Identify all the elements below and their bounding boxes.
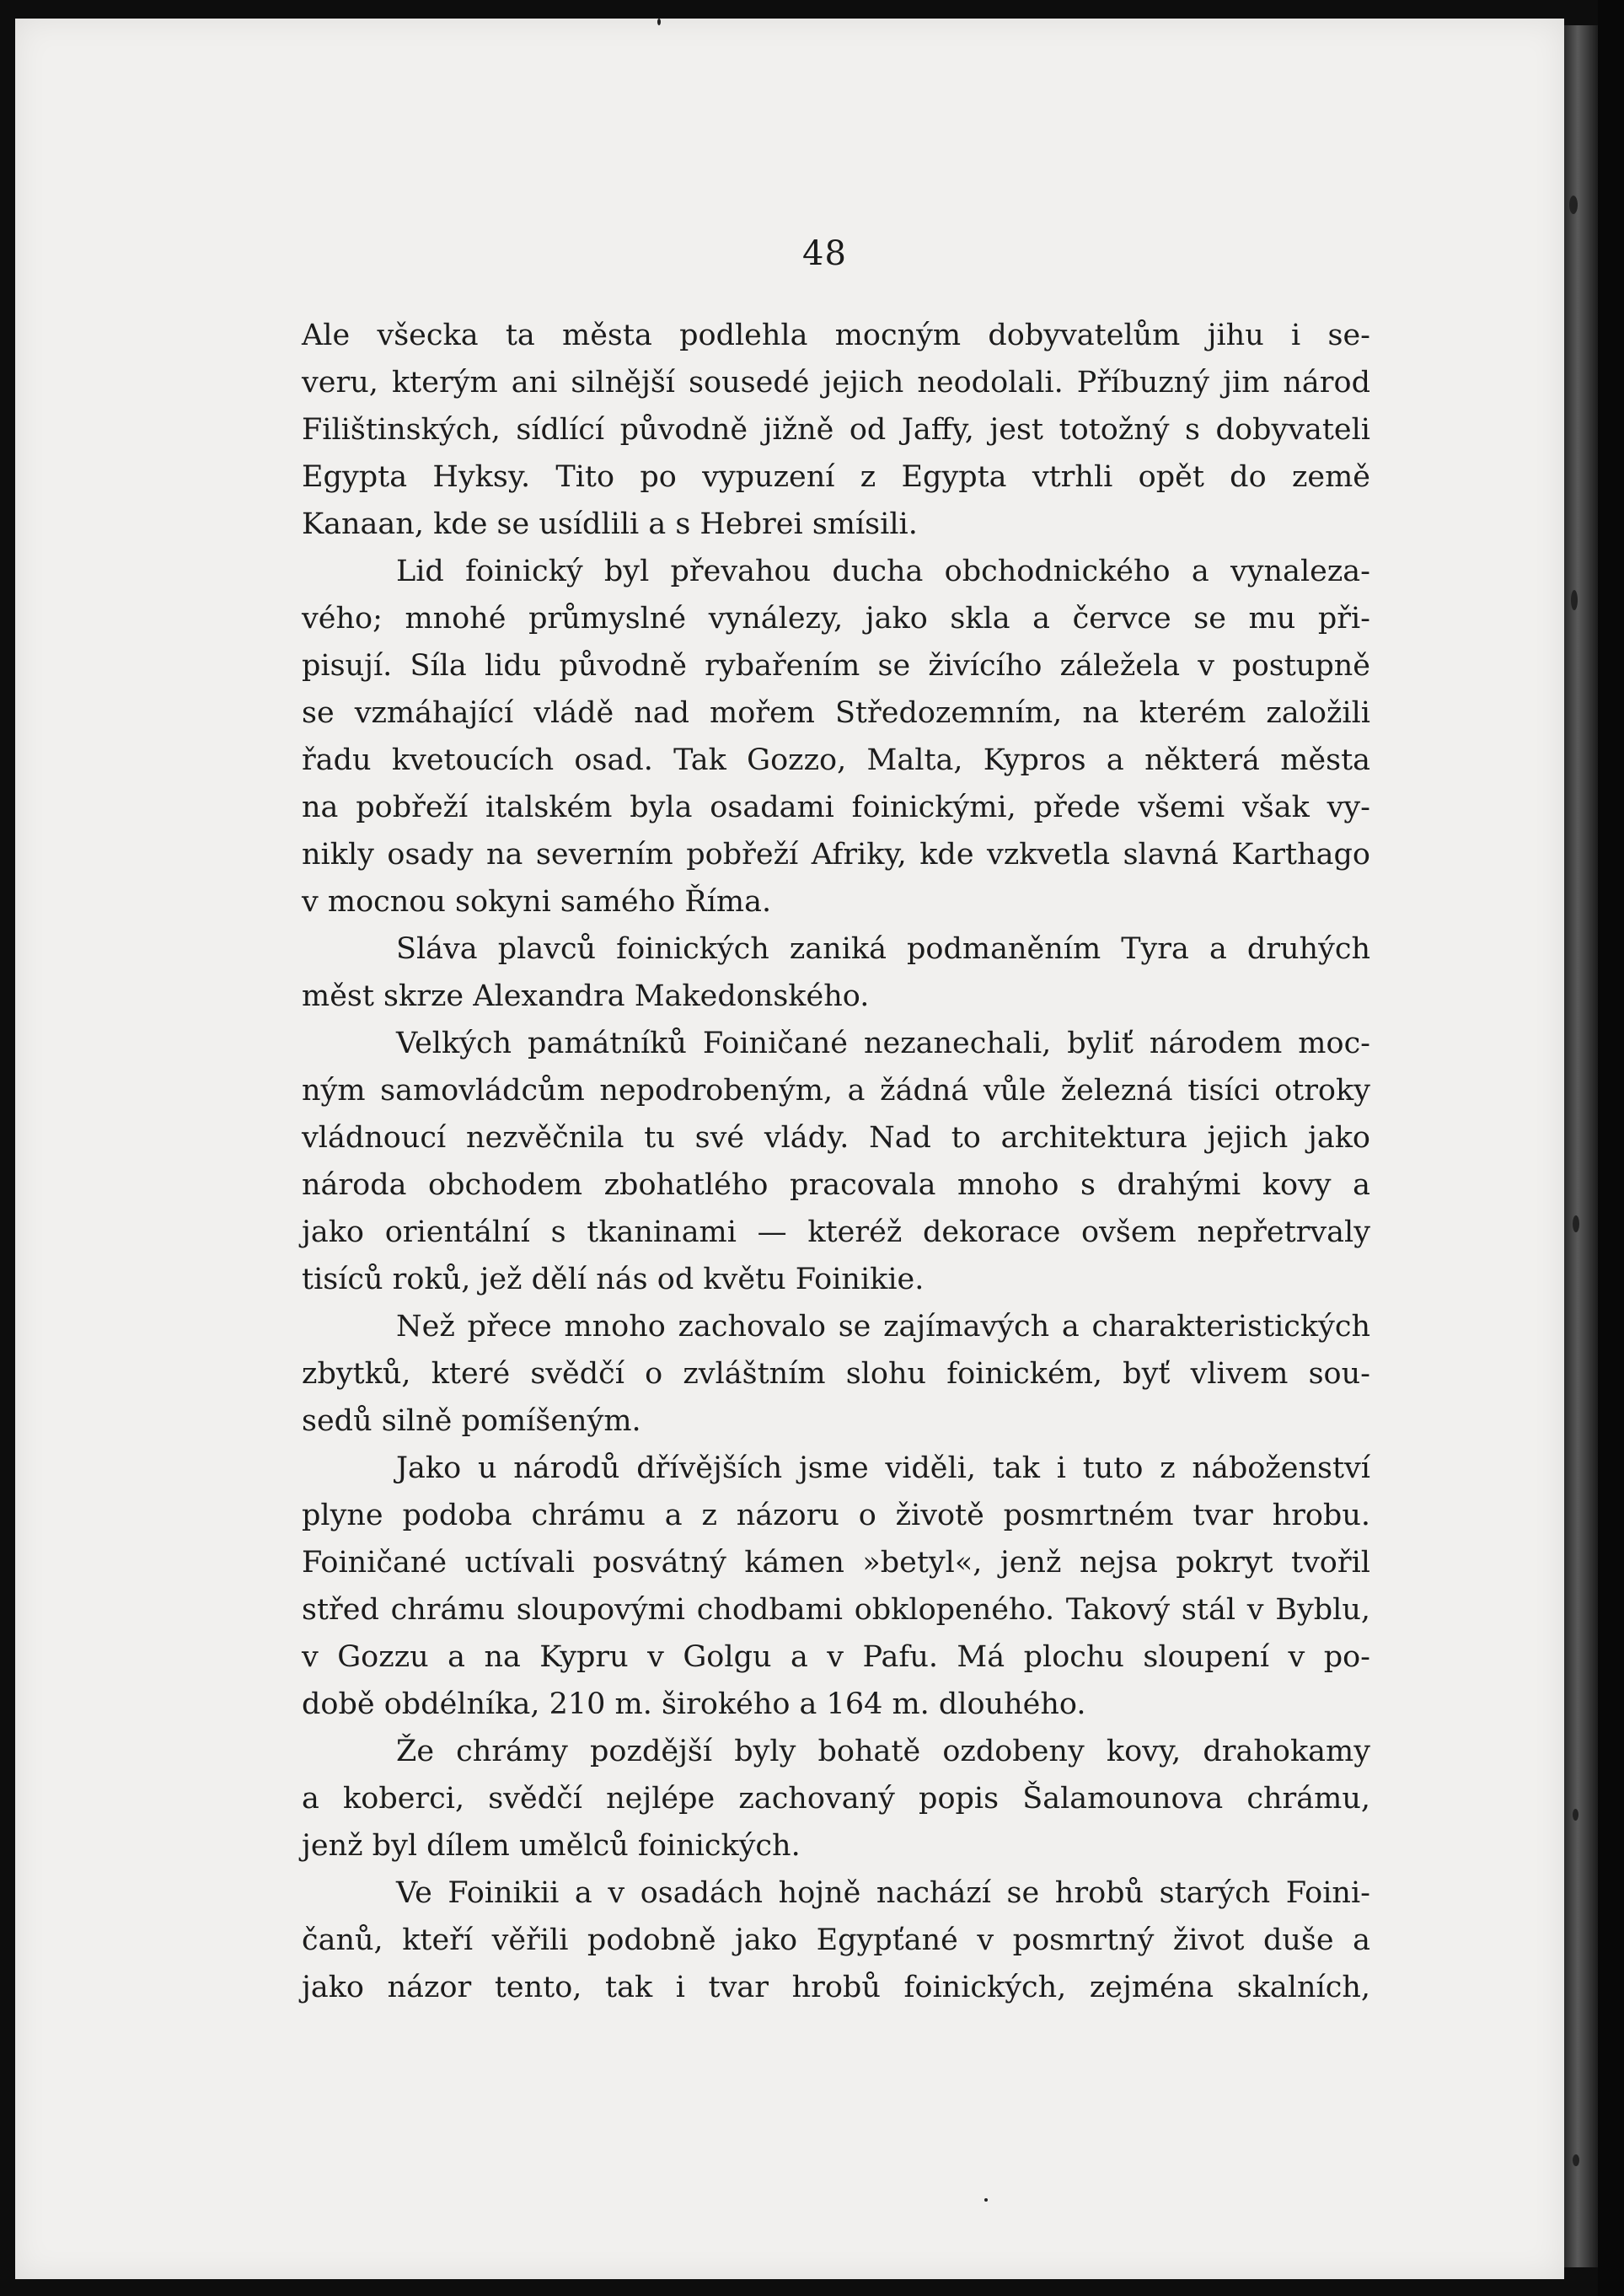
page-edge-shadow <box>1564 25 1598 2267</box>
text-line: Ve Foinikii a v osadách hojně nachází se hrobů starých Foini- <box>396 1876 1370 1910</box>
ink-speck <box>1573 1215 1579 1232</box>
text-line: době obdélníka, 210 m. širokého a 164 m. dlouhého. <box>302 1687 1086 1721</box>
text-line: řadu kvetoucích osad. Tak Gozzo, Malta, Kypros a některá města <box>302 743 1370 777</box>
text-line: sedů silně pomíšeným. <box>302 1404 641 1438</box>
paragraph <box>302 1870 1370 2011</box>
text-line: Kanaan, kde se usídlili a s Hebrei smísili. <box>302 507 918 541</box>
text-line: v mocnou sokyni samého Říma. <box>302 885 772 919</box>
text-line: čanů, kteří věřili podobně jako Egypťané v posmrtný život duše a <box>302 1923 1370 1957</box>
text-line: plyne podoba chrámu a z názoru o životě posmrtném tvar hrobu. <box>302 1499 1370 1532</box>
text-line: veru, kterým ani silnější sousedé jejich neodolali. Příbuzný jim národ <box>302 366 1370 400</box>
text-line: Egypta Hyksy. Tito po vypuzení z Egypta vtrhli opět do země <box>302 460 1370 494</box>
text-line: Sláva plavců foinických zaniká podmaněním Tyra a druhých <box>396 932 1370 966</box>
text-line: ným samovládcům nepodrobeným, a žádná vůle železná tisíci otroky <box>302 1074 1370 1108</box>
text-line: jenž byl dílem umělců foinických. <box>302 1829 801 1863</box>
ink-speck <box>984 2198 988 2202</box>
text-line: se vzmáhající vládě nad mořem Středozemním, na kterém založili <box>302 696 1370 730</box>
ink-speck <box>657 19 661 25</box>
text-line: v Gozzu a na Kypru v Golgu a v Pafu. Má plochu sloupení v po- <box>302 1640 1370 1674</box>
text-line: měst skrze Alexandra Makedonského. <box>302 979 870 1013</box>
text-line: na pobřeží italském byla osadami foinickými, přede všemi však vy- <box>302 791 1370 824</box>
ink-speck <box>1573 1809 1578 1821</box>
text-line: jako názor tento, tak i tvar hrobů foinických, zejména skalních, <box>302 1971 1370 2004</box>
text-line: Ale všecka ta města podlehla mocným dobyvatelům jihu i se- <box>302 319 1370 352</box>
text-line: střed chrámu sloupovými chodbami obklopeného. Takový stál v Byblu, <box>302 1593 1370 1627</box>
text-line: Jako u národů dřívějších jsme viděli, tak i tuto z náboženství <box>396 1451 1370 1485</box>
text-line: tisíců roků, jež dělí nás od květu Foinikie. <box>302 1263 925 1296</box>
text-line: pisují. Síla lidu původně rybařením se živícího záležela v postupně <box>302 649 1370 683</box>
text-line: jako orientální s tkaninami — kteréž dekorace ovšem nepřetrvaly <box>302 1215 1370 1249</box>
body-text <box>302 312 1370 2011</box>
ink-speck <box>1573 2154 1579 2166</box>
text-line: národa obchodem zbohatlého pracovala mnoho s drahými kovy a <box>302 1168 1370 1202</box>
page-number <box>0 234 1624 273</box>
paragraph <box>302 1020 1370 1303</box>
ink-speck <box>1569 196 1578 214</box>
text-line: Než přece mnoho zachovalo se zajímavých a charakteristických <box>396 1310 1370 1344</box>
paragraph <box>302 312 1370 548</box>
paragraph <box>302 1303 1370 1445</box>
text-line: zbytků, které svědčí o zvláštním slohu foinickém, byť vlivem sou- <box>302 1357 1370 1391</box>
text-line: a koberci, svědčí nejlépe zachovaný popis Šalamounova chrámu, <box>302 1782 1370 1816</box>
text-line: Filištinských, sídlící původně jižně od Jaffy, jest totožný s dobyvateli <box>302 413 1370 447</box>
page-number-text: 48 <box>802 234 847 273</box>
paragraph <box>302 925 1370 1020</box>
text-line: vládnoucí nezvěčnila tu své vlády. Nad to architektura jejich jako <box>302 1121 1370 1155</box>
paragraph <box>302 548 1370 925</box>
text-line: Že chrámy pozdější byly bohatě ozdobeny kovy, drahokamy <box>396 1735 1370 1768</box>
paragraph <box>302 1445 1370 1728</box>
text-line: Foiničané uctívali posvátný kámen »betyl«, jenž nejsa pokryt tvořil <box>302 1546 1370 1580</box>
text-line: nikly osady na severním pobřeží Afriky, kde vzkvetla slavná Karthago <box>302 838 1370 872</box>
paragraph <box>302 1728 1370 1870</box>
text-line: Lid foinický byl převahou ducha obchodnického a vynaleza- <box>396 555 1370 588</box>
scanner-border <box>1598 0 1624 2296</box>
text-line: Velkých památníků Foiničané nezanechali, byliť národem moc- <box>396 1027 1370 1060</box>
ink-speck <box>1571 590 1578 610</box>
text-line: vého; mnohé průmyslné vynálezy, jako skla a červce se mu při- <box>302 602 1370 636</box>
